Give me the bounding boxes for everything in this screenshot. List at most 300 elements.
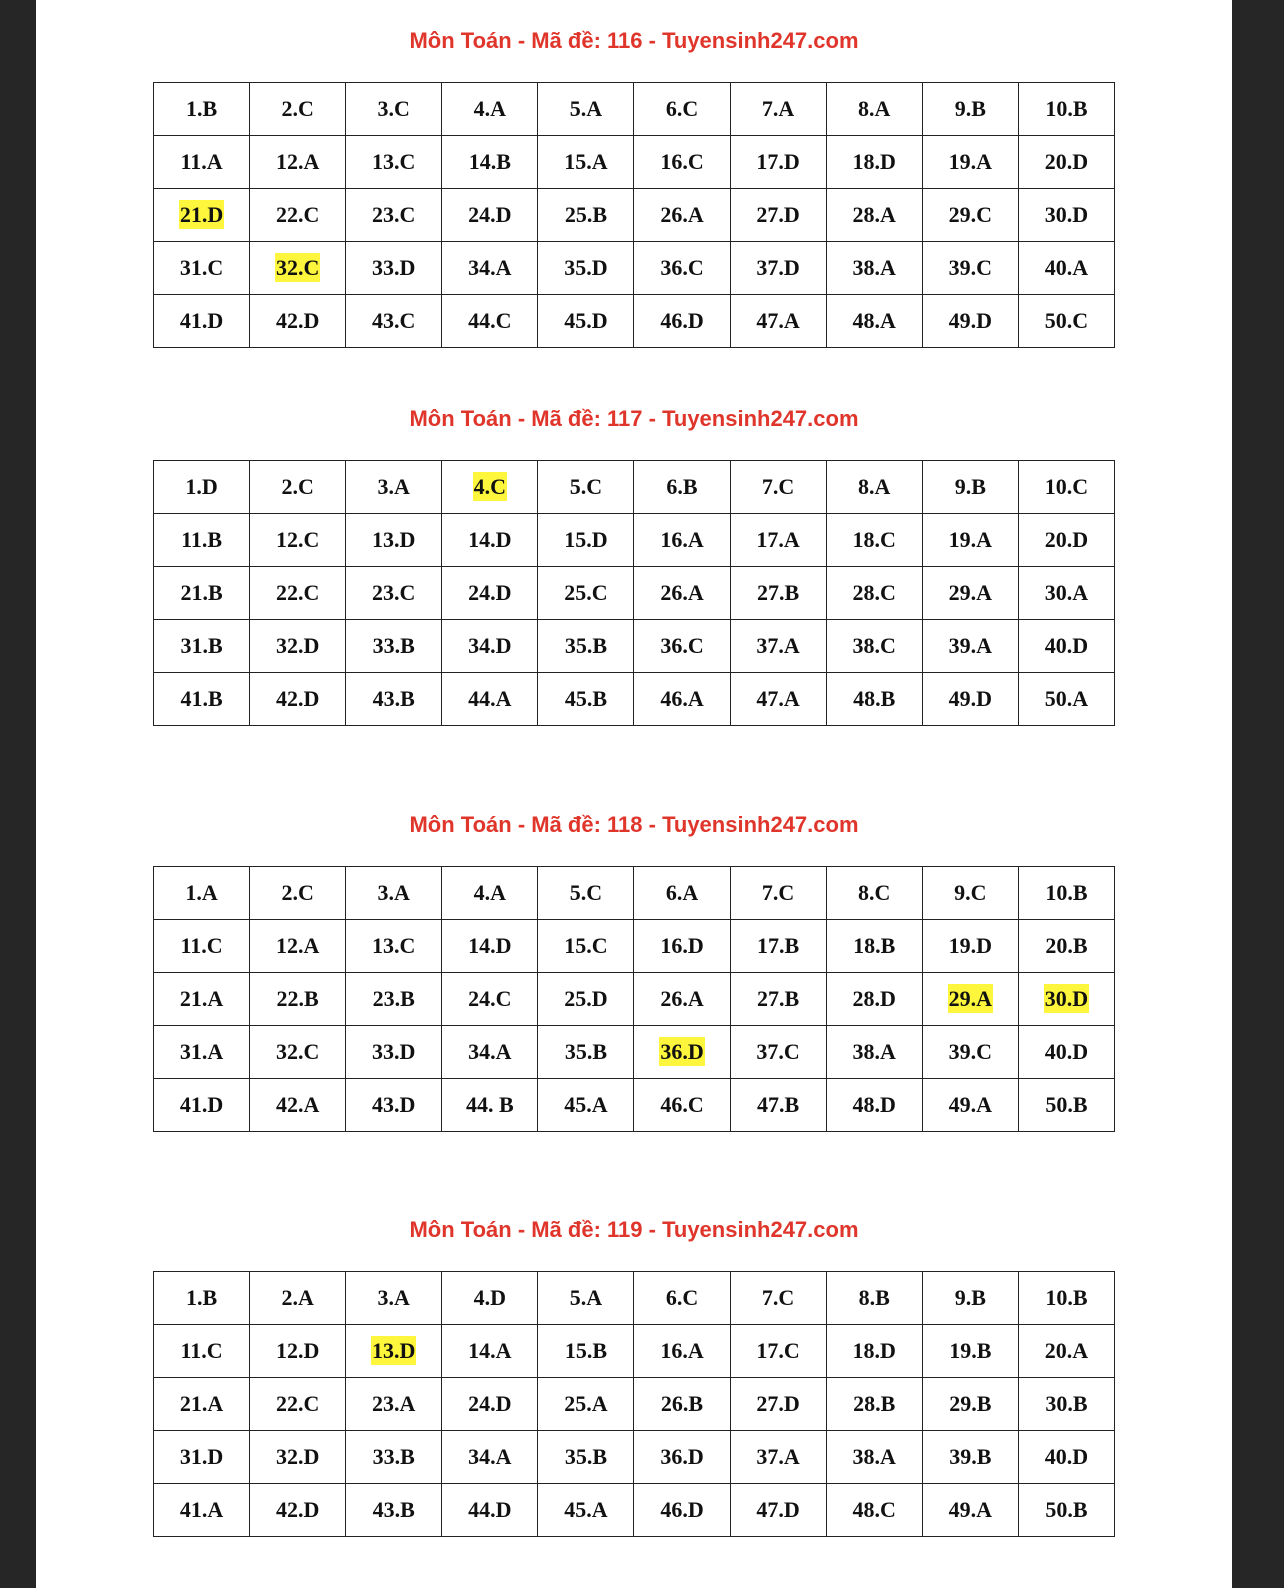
answer-text: 32.D [275, 1444, 320, 1469]
answer-text: 2.C [281, 96, 314, 121]
answer-text: 30.B [1045, 1391, 1088, 1416]
answer-text: 8.B [858, 1285, 890, 1310]
answer-text: 12.D [275, 1338, 320, 1363]
answer-text: 2.C [281, 474, 314, 499]
answer-text: 27.D [756, 202, 800, 227]
answer-text: 6.A [665, 880, 699, 905]
answer-text: 26.B [660, 1391, 704, 1416]
answer-cell [442, 136, 538, 189]
answer-text: 19.A [948, 527, 992, 552]
answer-cell [442, 461, 538, 514]
answer-cell [1018, 1026, 1114, 1079]
answer-text: 49.D [948, 308, 992, 333]
answer-text: 32.D [275, 633, 320, 658]
answer-cell [1018, 1431, 1114, 1484]
answer-cell [922, 567, 1018, 620]
answer-cell [538, 461, 634, 514]
answer-cell [634, 1431, 730, 1484]
answer-cell [1018, 136, 1114, 189]
answer-cell [730, 920, 826, 973]
answer-text: 17.D [756, 149, 800, 174]
answer-table-119 [153, 1271, 1115, 1537]
answer-text: 26.A [660, 986, 704, 1011]
answer-cell [634, 242, 730, 295]
answer-cell [250, 136, 346, 189]
answer-cell [250, 1378, 346, 1431]
answer-text: 42.D [275, 308, 320, 333]
answer-text: 39.A [948, 633, 992, 658]
answer-cell [730, 295, 826, 348]
answer-text: 8.A [858, 96, 891, 121]
answer-cell [538, 1431, 634, 1484]
answer-cell [154, 1026, 250, 1079]
answer-text: 45.A [564, 1092, 608, 1117]
answer-cell [346, 920, 442, 973]
answer-text: 29.A [948, 986, 992, 1011]
table-row [154, 461, 1115, 514]
answer-text: 45.A [564, 1497, 608, 1522]
answer-cell [730, 673, 826, 726]
answer-cell [634, 973, 730, 1026]
table-row [154, 1272, 1115, 1325]
answer-cell [826, 1431, 922, 1484]
answer-text: 9.C [954, 880, 987, 905]
answer-text: 1.A [185, 880, 218, 905]
answer-cell [1018, 514, 1114, 567]
answer-text: 5.C [569, 880, 603, 905]
answer-text: 6.B [666, 474, 698, 499]
answer-cell [922, 514, 1018, 567]
answer-cell [346, 1079, 442, 1132]
answer-cell [730, 189, 826, 242]
answer-cell [634, 867, 730, 920]
document-page [36, 0, 1232, 1588]
answer-text: 24.D [468, 202, 512, 227]
answer-cell [826, 83, 922, 136]
answer-cell [154, 1378, 250, 1431]
table-row [154, 567, 1115, 620]
answer-cell [250, 242, 346, 295]
answer-cell [442, 1378, 538, 1431]
answer-cell [634, 83, 730, 136]
table-row [154, 973, 1115, 1026]
answer-text: 36.D [660, 1444, 704, 1469]
answer-text: 5.A [569, 96, 603, 121]
answer-cell [442, 973, 538, 1026]
answer-cell [634, 1325, 730, 1378]
answer-text: 15.D [564, 527, 608, 552]
answer-cell [346, 973, 442, 1026]
answer-cell [634, 1378, 730, 1431]
answer-text: 40.A [1044, 255, 1089, 280]
answer-text: 46.D [660, 1497, 704, 1522]
answer-text: 20.B [1045, 933, 1088, 958]
answer-text: 48.B [853, 686, 896, 711]
answer-cell [730, 867, 826, 920]
answer-text: 10.B [1045, 880, 1088, 905]
answer-text: 45.D [564, 308, 608, 333]
answer-text: 13.D [372, 527, 416, 552]
answer-cell [250, 867, 346, 920]
answer-text: 41.D [179, 1092, 224, 1117]
table-row [154, 867, 1115, 920]
answer-table-117 [153, 460, 1115, 726]
answer-text: 39.B [949, 1444, 992, 1469]
answer-text: 44.C [468, 308, 512, 333]
answer-table-116 [153, 82, 1115, 348]
answer-text: 35.B [564, 1039, 608, 1064]
answer-cell [634, 1272, 730, 1325]
answer-cell [922, 295, 1018, 348]
answer-text: 9.B [954, 474, 986, 499]
answer-cell [922, 461, 1018, 514]
answer-cell [922, 973, 1018, 1026]
answer-text: 38.A [852, 1039, 896, 1064]
answer-text: 22.C [275, 580, 320, 605]
answer-cell [634, 920, 730, 973]
answer-cell [730, 461, 826, 514]
answer-cell [922, 189, 1018, 242]
answer-cell [634, 189, 730, 242]
answer-cell [154, 514, 250, 567]
answer-cell [922, 1484, 1018, 1537]
table-row [154, 83, 1115, 136]
answer-text: 1.B [185, 96, 218, 121]
answer-text: 50.A [1044, 686, 1089, 711]
answer-cell [538, 295, 634, 348]
answer-text: 45.B [564, 686, 608, 711]
answer-text: 14.B [468, 149, 511, 174]
answer-cell [730, 1431, 826, 1484]
answer-text: 12.A [275, 149, 320, 174]
answer-cell [346, 1026, 442, 1079]
answer-cell [1018, 567, 1114, 620]
answer-cell [826, 1026, 922, 1079]
answer-cell [538, 620, 634, 673]
answer-cell [442, 1325, 538, 1378]
answer-cell [250, 83, 346, 136]
answer-text: 41.A [179, 1497, 224, 1522]
answer-cell [826, 620, 922, 673]
answer-cell [1018, 242, 1114, 295]
answer-cell [922, 1272, 1018, 1325]
answer-cell [538, 189, 634, 242]
section-title-118: Môn Toán - Mã đề: 118 - Tuyensinh247.com [409, 812, 859, 837]
answer-cell [346, 136, 442, 189]
answer-text: 7.A [761, 96, 795, 121]
answer-text: 3.A [377, 1285, 410, 1310]
answer-text: 11.C [180, 1338, 223, 1363]
answer-text: 25.C [564, 580, 608, 605]
answer-cell [922, 136, 1018, 189]
answer-text: 35.D [564, 255, 608, 280]
answer-text: 34.D [468, 633, 512, 658]
answer-text: 18.D [852, 1338, 896, 1363]
answer-text: 40.D [1044, 1444, 1089, 1469]
answer-cell [442, 920, 538, 973]
answer-text: 21.B [180, 580, 223, 605]
answer-cell [730, 1378, 826, 1431]
answer-text: 8.C [858, 880, 891, 905]
answer-cell [538, 136, 634, 189]
answer-text: 11.B [181, 527, 223, 552]
answer-text: 4.A [473, 880, 507, 905]
answer-text: 13.C [372, 149, 416, 174]
answer-text: 5.C [569, 474, 603, 499]
answer-text: 10.C [1044, 474, 1089, 499]
answer-cell [826, 867, 922, 920]
answer-cell [1018, 83, 1114, 136]
answer-text: 3.C [377, 96, 410, 121]
answer-cell [250, 920, 346, 973]
answer-text: 14.D [468, 933, 512, 958]
answer-text: 11.C [180, 933, 223, 958]
answer-cell [154, 136, 250, 189]
answer-cell [346, 189, 442, 242]
answer-cell [154, 567, 250, 620]
answer-cell [154, 620, 250, 673]
answer-cell [730, 83, 826, 136]
answer-cell [634, 673, 730, 726]
answer-cell [250, 1026, 346, 1079]
answer-cell [346, 673, 442, 726]
answer-text: 13.C [372, 933, 416, 958]
answer-text: 34.A [468, 1444, 512, 1469]
answer-text: 46.C [660, 1092, 704, 1117]
answer-text: 40.D [1044, 633, 1089, 658]
answer-cell [538, 83, 634, 136]
answer-text: 42.D [275, 1497, 320, 1522]
answer-text: 23.C [372, 580, 416, 605]
answer-text: 17.B [757, 933, 800, 958]
answer-text: 29.B [949, 1391, 992, 1416]
answer-cell [538, 567, 634, 620]
answer-cell [538, 1325, 634, 1378]
answer-text: 36.C [660, 633, 704, 658]
answer-text: 47.A [756, 686, 800, 711]
answer-cell [1018, 620, 1114, 673]
answer-cell [826, 189, 922, 242]
answer-cell [730, 973, 826, 1026]
answer-cell [1018, 1272, 1114, 1325]
answer-cell [634, 461, 730, 514]
table-row [154, 673, 1115, 726]
answer-text: 1.D [185, 474, 218, 499]
answer-text: 43.B [372, 686, 415, 711]
answer-cell [442, 1079, 538, 1132]
answer-text: 20.A [1044, 1338, 1089, 1363]
answer-cell [250, 1079, 346, 1132]
answer-text: 10.B [1045, 1285, 1088, 1310]
answer-cell [250, 1484, 346, 1537]
answer-text: 38.A [852, 255, 896, 280]
answer-cell [250, 1325, 346, 1378]
answer-text: 8.A [858, 474, 891, 499]
answer-cell [826, 920, 922, 973]
answer-cell [250, 1431, 346, 1484]
answer-text: 41.D [179, 308, 224, 333]
answer-cell [346, 295, 442, 348]
answer-text: 27.B [757, 986, 800, 1011]
answer-text: 40.D [1044, 1039, 1089, 1064]
answer-cell [922, 867, 1018, 920]
answer-text: 28.B [853, 1391, 896, 1416]
answer-cell [154, 242, 250, 295]
answer-text: 18.C [852, 527, 896, 552]
answer-text: 28.D [852, 986, 896, 1011]
answer-cell [1018, 673, 1114, 726]
answer-cell [826, 567, 922, 620]
answer-text: 48.D [852, 1092, 896, 1117]
answer-text: 50.B [1045, 1497, 1088, 1522]
table-row [154, 514, 1115, 567]
answer-cell [1018, 1325, 1114, 1378]
answer-text: 20.D [1044, 149, 1089, 174]
answer-text: 19.A [948, 149, 992, 174]
answer-text: 4.A [473, 96, 507, 121]
answer-cell [442, 867, 538, 920]
answer-cell [634, 295, 730, 348]
answer-text: 14.A [468, 1338, 512, 1363]
answer-cell [538, 1079, 634, 1132]
answer-text: 46.A [660, 686, 704, 711]
answer-text: 47.D [756, 1497, 800, 1522]
section-title-117: Môn Toán - Mã đề: 117 - Tuyensinh247.com [409, 406, 859, 431]
answer-cell [154, 461, 250, 514]
answer-text: 23.A [372, 1391, 416, 1416]
answer-text: 36.D [660, 1039, 704, 1064]
answer-cell [154, 1484, 250, 1537]
answer-cell [922, 242, 1018, 295]
answer-cell [538, 920, 634, 973]
answer-text: 9.B [954, 1285, 986, 1310]
answer-text: 44. B [465, 1092, 514, 1117]
answer-cell [730, 620, 826, 673]
answer-cell [538, 1484, 634, 1537]
answer-text: 44.A [468, 686, 512, 711]
answer-cell [1018, 461, 1114, 514]
answer-text: 50.B [1045, 1092, 1088, 1117]
answer-cell [1018, 295, 1114, 348]
answer-text: 15.C [564, 933, 608, 958]
answer-text: 12.C [275, 527, 320, 552]
answer-text: 47.B [757, 1092, 800, 1117]
answer-text: 28.C [852, 580, 896, 605]
answer-cell [634, 514, 730, 567]
answer-cell [346, 1272, 442, 1325]
table-row [154, 295, 1115, 348]
answer-text: 7.C [761, 1285, 795, 1310]
answer-cell [442, 620, 538, 673]
answer-cell [538, 867, 634, 920]
answer-cell [154, 867, 250, 920]
answer-cell [634, 1026, 730, 1079]
answer-cell [826, 136, 922, 189]
answer-text: 26.A [660, 202, 704, 227]
table-row [154, 1026, 1115, 1079]
answer-text: 25.D [564, 986, 608, 1011]
answer-text: 43.C [372, 308, 416, 333]
answer-text: 22.C [275, 202, 320, 227]
answer-text: 34.A [468, 1039, 512, 1064]
answer-cell [154, 1272, 250, 1325]
answer-cell [730, 1484, 826, 1537]
answer-cell [922, 1325, 1018, 1378]
answer-cell [250, 567, 346, 620]
answer-text: 16.A [660, 1338, 704, 1363]
answer-cell [442, 567, 538, 620]
answer-cell [346, 1431, 442, 1484]
answer-cell [826, 973, 922, 1026]
answer-text: 3.A [377, 880, 410, 905]
answer-cell [442, 1484, 538, 1537]
answer-cell [730, 242, 826, 295]
answer-text: 48.C [852, 1497, 896, 1522]
table-row [154, 920, 1115, 973]
table-row [154, 620, 1115, 673]
answer-text: 11.A [180, 149, 223, 174]
answer-text: 43.B [372, 1497, 415, 1522]
answer-text: 38.A [852, 1444, 896, 1469]
table-row [154, 1378, 1115, 1431]
answer-text: 18.B [853, 933, 896, 958]
answer-text: 29.C [948, 202, 992, 227]
answer-text: 49.A [948, 1092, 992, 1117]
answer-text: 37.A [756, 633, 800, 658]
table-row [154, 1484, 1115, 1537]
answer-text: 13.D [372, 1338, 416, 1363]
answer-text: 49.D [948, 686, 992, 711]
answer-text: 23.C [372, 202, 416, 227]
answer-cell [826, 514, 922, 567]
answer-text: 43.D [372, 1092, 416, 1117]
answer-cell [442, 242, 538, 295]
answer-text: 27.D [756, 1391, 800, 1416]
answer-cell [826, 295, 922, 348]
answer-cell [250, 295, 346, 348]
answer-cell [730, 1026, 826, 1079]
answer-text: 10.B [1045, 96, 1088, 121]
answer-text: 7.C [761, 880, 795, 905]
answer-cell [346, 867, 442, 920]
answer-cell [442, 1026, 538, 1079]
answer-text: 5.A [569, 1285, 603, 1310]
answer-cell [634, 1079, 730, 1132]
answer-table-118 [153, 866, 1115, 1132]
answer-text: 31.C [179, 255, 224, 280]
answer-cell [346, 83, 442, 136]
answer-text: 37.C [756, 1039, 800, 1064]
answer-cell [634, 136, 730, 189]
answer-cell [346, 514, 442, 567]
answer-text: 32.C [275, 1039, 320, 1064]
answer-text: 29.A [948, 580, 992, 605]
answer-text: 44.D [468, 1497, 512, 1522]
answer-cell [154, 973, 250, 1026]
answer-cell [442, 83, 538, 136]
table-row [154, 1325, 1115, 1378]
answer-text: 35.B [564, 633, 608, 658]
answer-cell [1018, 189, 1114, 242]
table-row [154, 1431, 1115, 1484]
answer-cell [250, 673, 346, 726]
answer-text: 19.D [948, 933, 992, 958]
answer-cell [442, 1272, 538, 1325]
answer-cell [346, 1378, 442, 1431]
answer-text: 26.A [660, 580, 704, 605]
answer-cell [346, 242, 442, 295]
answer-cell [730, 567, 826, 620]
